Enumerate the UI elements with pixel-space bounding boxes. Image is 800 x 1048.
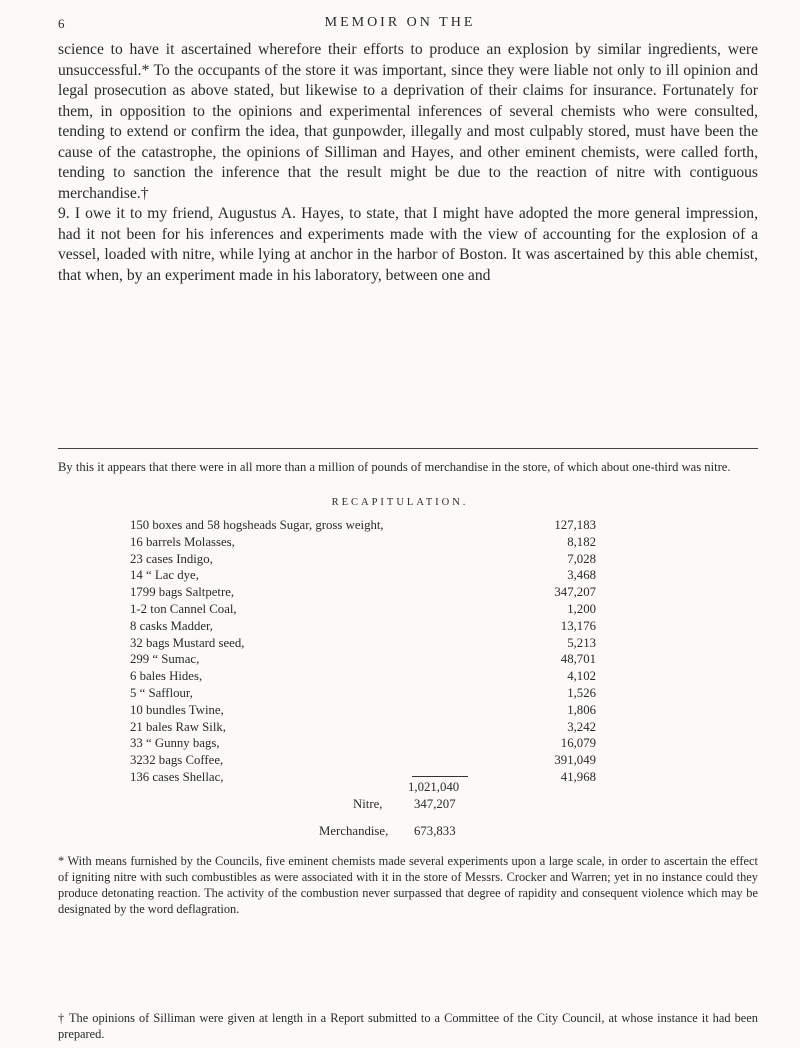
recap-row [130,601,730,618]
recap-item-weight: 3,242 [567,719,596,734]
recap-item-weight: 16,079 [560,736,596,751]
recap-item-weight: 1,200 [567,601,596,616]
recap-item-weight: 3,468 [567,568,596,583]
merchandise-label: Merchandise, [319,824,389,838]
footnote-divider [58,448,758,449]
recap-item-weight: 8,182 [567,534,596,549]
recap-item-label: 8 casks Madder, [130,618,213,633]
recap-item-weight: 4,102 [567,669,596,684]
running-head: MEMOIR ON THE [324,15,476,30]
footnote-dagger: † The opinions of Silliman were given at length in a Report submitted to a Committee of the City Council, at whose instance it had been prepared. [58,1011,758,1041]
recapitulation-table [130,517,730,786]
recap-item-label: 33 “ Gunny bags, [130,736,220,751]
footnote-intro: By this it appears that there were in all more than a million of pounds of merchandise in the store, of which about one-third was nitre. [58,460,731,474]
recap-row [130,567,730,584]
recap-row [130,517,730,534]
recap-item-weight: 391,049 [554,753,596,768]
recap-item-label: 299 “ Sumac, [130,652,200,667]
recap-row [130,618,730,635]
recap-row [130,551,730,568]
recap-item-weight: 347,207 [554,585,596,600]
body-paragraph-2: 9. I owe it to my friend, Augustus A. Hayes, to state, that I might have adopted the more general impression, had it not been for his inferences and experiments made with the view of accounting for the explosion of a vessel, loaded with nitre, while lying at anchor in the harbor of Boston. It was ascertained by this able chemist, that when, by an experiment made in his laboratory, between one and [58,205,758,284]
recap-item-label: 6 bales Hides, [130,669,203,684]
recap-item-weight: 5,213 [567,635,596,650]
recap-item-weight: 127,183 [554,518,596,532]
sum-rule [412,776,468,777]
recap-item-label: 5 “ Safflour, [130,685,193,700]
recap-item-label: 23 cases Indigo, [130,551,213,566]
recap-item-label: 21 bales Raw Silk, [130,719,226,734]
recap-item-weight: 41,968 [560,769,596,784]
page-number: 6 [58,16,66,31]
recap-item-weight: 1,526 [567,685,596,700]
recap-row [130,685,730,702]
body-text [58,40,758,286]
recap-row [130,735,730,752]
recap-row [130,752,730,769]
recap-item-weight: 48,701 [560,652,596,667]
recap-item-label: 150 boxes and 58 hogsheads Sugar, gross weight, [130,518,384,532]
recap-row [130,719,730,736]
merchandise-value: 673,833 [414,824,456,838]
recap-item-label: 10 bundles Twine, [130,702,224,717]
recap-item-label: 32 bags Mustard seed, [130,635,245,650]
footnote-star: * With means furnished by the Councils, five eminent chemists made several experiments upon a large scale, in order to ascertain the effect of igniting nitre with such combustibles as were associated with it in the store of Messrs. Crocker and Warren; yet in no instance could they produce detonating reaction. The activity of the combustion never surpassed that degree of rapidity and consequent violence which may be designated by the word deflagration. [58,854,758,916]
recap-item-label: 16 barrels Molasses, [130,534,235,549]
recap-row [130,651,730,668]
nitre-label: Nitre, [353,797,383,811]
recap-row [130,534,730,551]
recap-row [130,668,730,685]
recap-row [130,635,730,652]
recap-row [130,584,730,601]
nitre-value: 347,207 [414,797,456,811]
recap-item-weight: 13,176 [560,618,596,633]
recap-item-label: 14 “ Lac dye, [130,568,199,583]
recap-item-label: 3232 bags Coffee, [130,753,224,768]
recap-item-label: 136 cases Shellac, [130,769,224,784]
recap-item-weight: 1,806 [567,702,596,717]
recap-item-label: 1799 bags Saltpetre, [130,585,235,600]
recap-item-label: 1-2 ton Cannel Coal, [130,601,237,616]
recap-row [130,702,730,719]
recap-item-weight: 7,028 [567,551,596,566]
body-paragraph-1: science to have it ascertained wherefore their efforts to produce an explosion by similar ingredients, were unsuccessful.* To the occupants of the store it was important, since they were liable not only to ill opinion and legal prosecution as above stated, but likewise to a deprivation of their claims for insurance. Fortunately for them, in opposition to the opinions and experimental inferences of several chemists who were consulted, tending to extend or confirm the idea, that gunpowder, illegally and most culpably stored, must have been the cause of the catastrophe, the opinions of Silliman and Hayes, and other eminent chemists, were called forth, tending to sanction the inference that the result might be due to the reaction of nitre with contiguous merchandise.† [58,41,758,202]
total-value: 1,021,040 [408,780,460,794]
recapitulation-title: RECAPITULATION. [331,497,469,508]
